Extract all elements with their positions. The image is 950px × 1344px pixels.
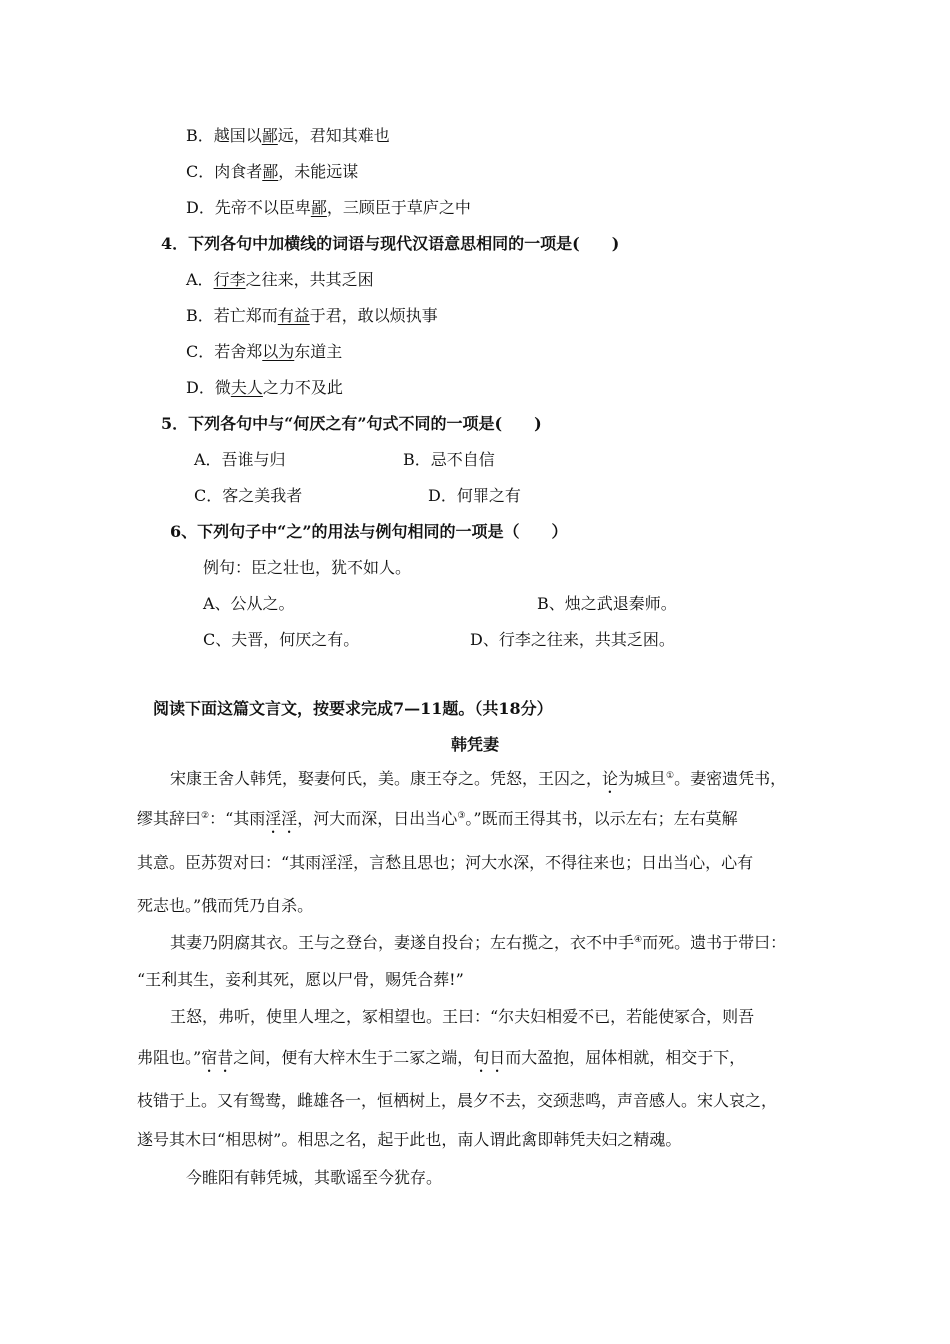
- q3-option-c-underlined: 鄙: [262, 162, 279, 181]
- p1-dotted-word: 论: [602, 769, 619, 788]
- q5-stem: 5．下列各句中与“何厌之有”句式不同的一项是( ): [161, 414, 542, 433]
- p3-line-3: 枝错于上。又有鸳鸯，雌雄各一，恒栖树上，晨夕不去，交颈悲鸣，声音感人。宋人哀之，: [137, 1091, 778, 1110]
- q4-option-d-rest: 之力不及此: [262, 378, 343, 397]
- p1-line-2: [137, 808, 738, 837]
- footnote-marker-4: ④: [634, 935, 643, 945]
- q3-option-d-underlined: 鄙: [310, 198, 327, 217]
- p2-line-1-text-2: 而死。遗书于带曰：: [642, 933, 787, 952]
- q6-stem: 6、下列句子中“之”的用法与例句相同的一项是（ ）: [170, 522, 568, 541]
- footnote-marker-2: ②: [201, 811, 210, 821]
- footnote-marker-1: ①: [666, 771, 675, 781]
- q3-option-d-text: D．先帝不以臣卑: [186, 198, 311, 217]
- p1-line-4: 死志也。”俄而凭乃自杀。: [137, 896, 314, 915]
- q6-option-d: D、行李之往来，共其乏困。: [470, 630, 675, 649]
- p3-line-2: [137, 1047, 745, 1076]
- q5-option-c: C．客之美我者: [194, 486, 303, 505]
- q6-option-c: C、夫晋，何厌之有。: [203, 630, 360, 649]
- q5-option-d: D．何罪之有: [428, 486, 521, 505]
- q4-option-a-underlined: 行李: [213, 270, 246, 289]
- q4-option-d-underlined: 夫人: [230, 378, 263, 397]
- q4-option-b-rest: 于君，敢以烦执事: [309, 306, 438, 325]
- p2-line-1-text: 其妻乃阴腐其衣。王与之登台，妻遂自投台；左右揽之，衣不中手: [170, 933, 635, 952]
- p3-line-2-text-2: 之间，便有大梓木生于二冢之端，: [233, 1048, 474, 1067]
- p3-line-2-text: 弗阻也。”: [137, 1048, 202, 1067]
- p1-line-1: [170, 768, 786, 797]
- footnote-marker-3: ③: [457, 811, 466, 821]
- q3-option-b-rest: 远，君知其难也: [277, 126, 390, 145]
- q4-option-c: [186, 341, 342, 363]
- q5-option-a: A．吾谁与归: [194, 450, 286, 469]
- p1-line-2-text-2: ：“其雨: [209, 809, 266, 828]
- q4-stem: 4．下列各句中加横线的词语与现代汉语意思相同的一项是( ): [161, 234, 620, 253]
- p3-dotted-word: 宿昔: [201, 1048, 234, 1067]
- q6-option-a: A、公从之。: [203, 594, 295, 613]
- p3-line-2-text-3: 而大盈抱，屈体相就，相交于下，: [505, 1048, 746, 1067]
- q4-option-c-text: C．若舍郑: [186, 342, 263, 361]
- p2-line-1: [170, 932, 786, 954]
- q3-option-d: [186, 197, 471, 219]
- q4-option-b-underlined: 有益: [277, 306, 310, 325]
- q3-option-d-rest: ，三顾臣于草庐之中: [326, 198, 471, 217]
- q4-option-b-text: B．若亡郑而: [186, 306, 278, 325]
- q4-option-d-text: D．微: [186, 378, 231, 397]
- p1-line-2-text: 缪其辞曰: [137, 809, 202, 828]
- q4-option-c-rest: 东道主: [294, 342, 343, 361]
- p2-line-2: “王利其生，妾利其死，愿以尸骨，赐凭合葬!”: [137, 970, 464, 989]
- q3-option-c: [186, 161, 358, 183]
- q5-option-b: B．忌不自信: [403, 450, 495, 469]
- p1-line-1-text: 宋康王舍人韩凭，娶妻何氏，美。康王夺之。凭怒，王囚之，: [170, 769, 603, 788]
- q3-option-b-underlined: 鄙: [261, 126, 278, 145]
- p3-line-1: 王怒，弗听，使里人埋之，冢相望也。王曰：“尔夫妇相爱不已，若能使冢合，则吾: [170, 1007, 755, 1026]
- q4-option-a-rest: 之往来，共其乏困: [245, 270, 374, 289]
- p4-line-1: 今睢阳有韩凭城，其歌谣至今犹存。: [186, 1168, 443, 1187]
- reading-instruction: 阅读下面这篇文言文，按要求完成7—11题。（共18分）: [153, 699, 553, 718]
- q4-option-c-underlined: 以为: [262, 342, 295, 361]
- q4-option-d: [186, 377, 343, 399]
- p1-line-1-text-3: 。妻密遗凭书，: [674, 769, 787, 788]
- q3-option-b: [186, 125, 390, 147]
- p1-line-2-text-4: 。”既而王得其书，以示左右；左右莫解: [465, 809, 738, 828]
- q6-example: 例句：臣之壮也，犹不如人。: [203, 558, 412, 577]
- q3-option-c-rest: ，未能远谋: [278, 162, 359, 181]
- p1-line-3: 其意。臣苏贺对曰：“其雨淫淫，言愁且思也；河大水深，不得往来也；日出当心，心有: [137, 853, 754, 872]
- p1-line-2-text-3: ，河大而深，日出当心: [297, 809, 458, 828]
- p1-dotted-word-2: 淫淫: [265, 809, 298, 828]
- q3-option-b-text: B．越国以: [186, 126, 262, 145]
- p3-dotted-word-2: 旬日: [473, 1048, 506, 1067]
- q4-option-b: [186, 305, 438, 327]
- p3-line-4: 遂号其木曰“相思树”。相思之名，起于此也，南人谓此禽即韩凭夫妇之精魂。: [137, 1130, 682, 1149]
- p1-line-1-text-2: 为城旦: [618, 769, 667, 788]
- passage-title: 韩凭妻: [450, 735, 499, 754]
- q4-option-a: [186, 269, 374, 291]
- q4-option-a-text: A．: [186, 270, 214, 289]
- q6-option-b: B、烛之武退秦师。: [537, 594, 677, 613]
- q3-option-c-text: C．肉食者: [186, 162, 263, 181]
